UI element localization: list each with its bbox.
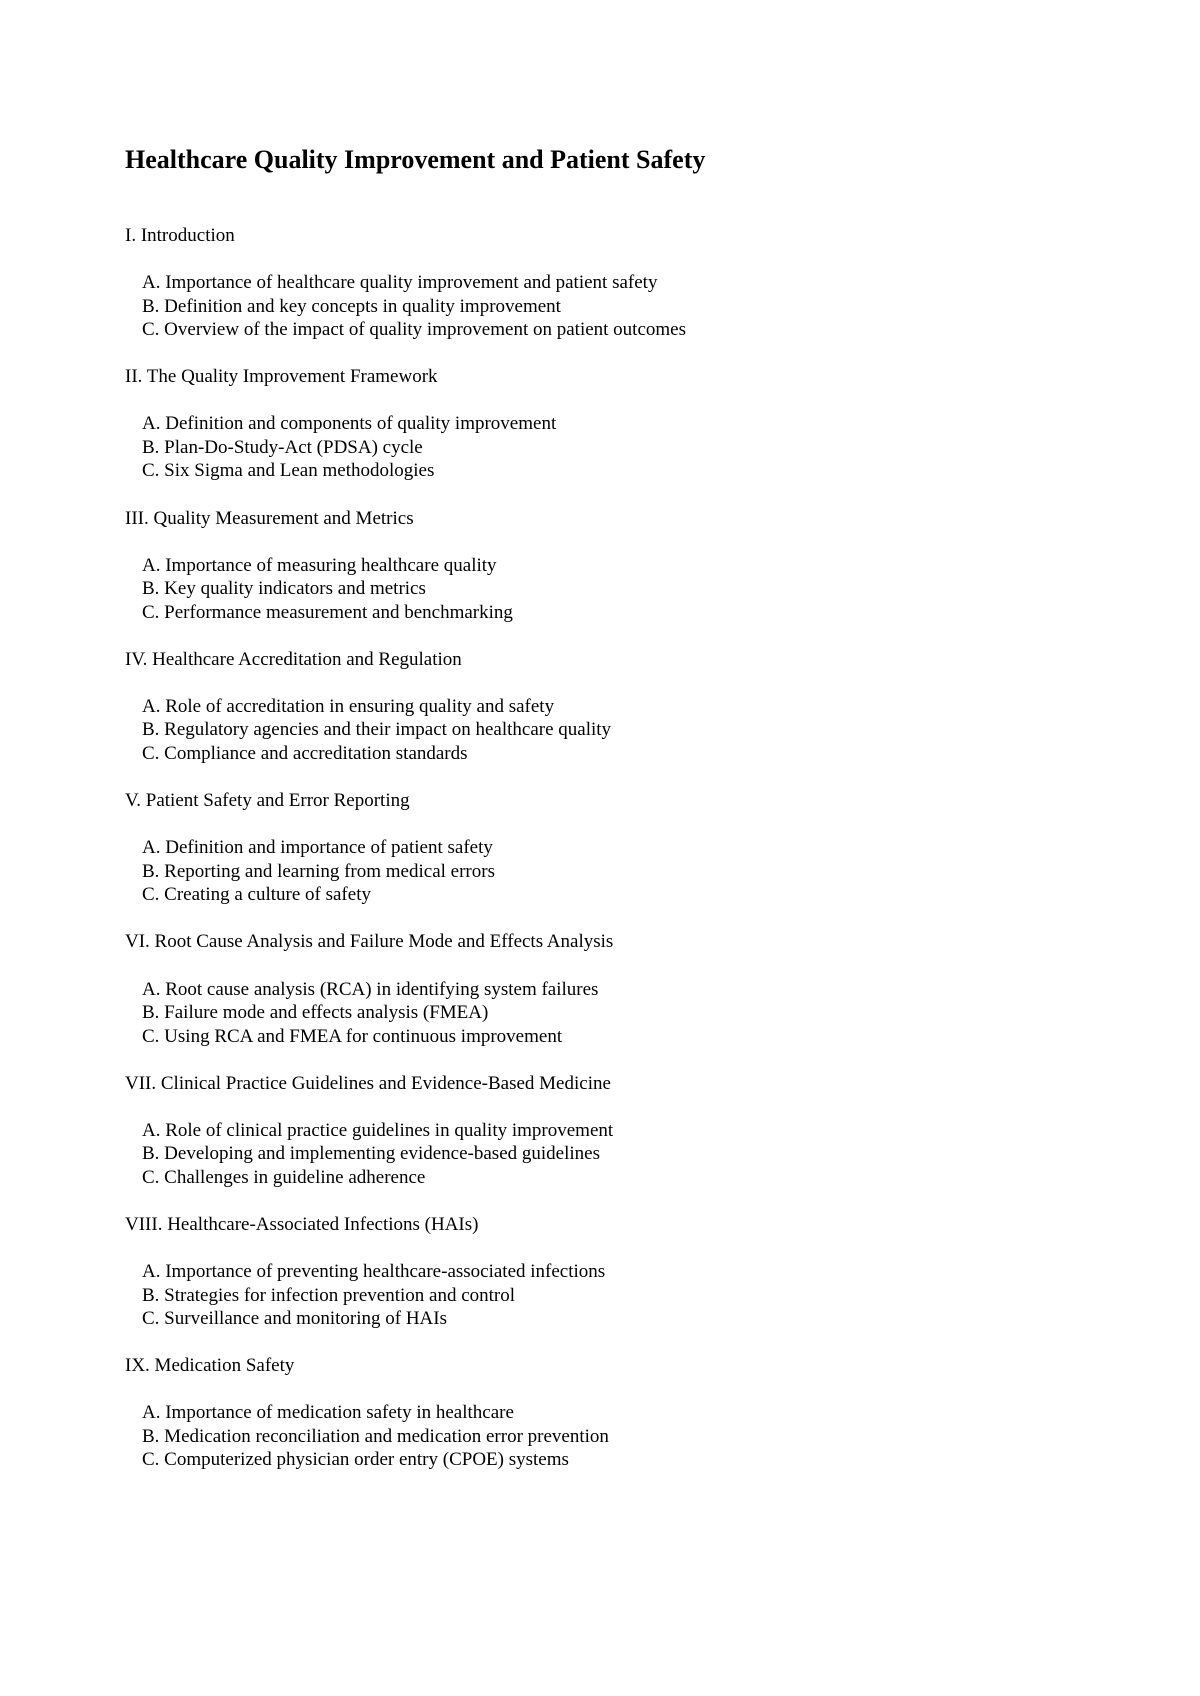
section-subitem: C. Six Sigma and Lean methodologies [142,460,435,482]
section-subitem: C. Computerized physician order entry (CPOE) systems [142,1449,569,1471]
section-subitem: C. Challenges in guideline adherence [142,1166,426,1188]
section-subitem: C. Creating a culture of safety [142,884,371,906]
section-subitem: B. Developing and implementing evidence-based guidelines [142,1143,600,1165]
outline-section [125,1213,686,1331]
section-heading: VI. Root Cause Analysis and Failure Mode and Effects Analysis [125,931,614,953]
section-subitem: A. Importance of preventing healthcare-associated infections [142,1261,606,1283]
document-title: Healthcare Quality Improvement and Patient Safety [125,145,706,174]
section-subitem: B. Key quality indicators and metrics [142,578,426,600]
section-subitem: B. Strategies for infection prevention and control [142,1284,516,1306]
section-subitem: C. Performance measurement and benchmarking [142,601,513,623]
section-subitem: A. Importance of healthcare quality improvement and patient safety [142,272,658,294]
section-subitem: A. Role of accreditation in ensuring quality and safety [142,695,555,717]
section-heading: I. Introduction [125,225,235,246]
section-subitem: C. Compliance and accreditation standards [142,743,468,765]
outline-section [125,365,686,483]
section-heading: V. Patient Safety and Error Reporting [125,790,410,812]
section-subitem: A. Definition and importance of patient safety [142,837,493,859]
section-subitem: A. Root cause analysis (RCA) in identifying system failures [142,978,599,1000]
section-subitem: C. Using RCA and FMEA for continuous improvement [142,1025,563,1047]
outline-section [125,648,686,766]
section-heading: VIII. Healthcare-Associated Infections (HAIs) [125,1213,479,1235]
outline-section [125,930,686,1048]
section-subitem: B. Failure mode and effects analysis (FMEA) [142,1002,489,1024]
section-subitem: B. Reporting and learning from medical errors [142,860,495,882]
section-subitem: A. Definition and components of quality improvement [142,413,557,435]
section-heading: IV. Healthcare Accreditation and Regulation [125,648,462,670]
section-heading: II. The Quality Improvement Framework [125,366,438,388]
outline-section [125,1072,686,1190]
outline-section [125,1354,686,1472]
section-subitem: B. Regulatory agencies and their impact on healthcare quality [142,719,612,741]
section-subitem: C. Surveillance and monitoring of HAIs [142,1308,448,1330]
section-heading: VII. Clinical Practice Guidelines and Evidence-Based Medicine [125,1072,611,1094]
section-subitem: B. Plan-Do-Study-Act (PDSA) cycle [142,436,423,458]
outline-section [125,507,686,625]
section-subitem: C. Overview of the impact of quality improvement on patient outcomes [142,319,687,341]
section-subitem: B. Medication reconciliation and medication error prevention [142,1425,609,1447]
section-subitem: B. Definition and key concepts in quality improvement [142,295,561,317]
section-heading: IX. Medication Safety [125,1355,295,1377]
outline-section [125,224,686,342]
section-subitem: A. Importance of measuring healthcare quality [142,554,497,576]
section-subitem: A. Role of clinical practice guidelines in quality improvement [142,1119,614,1141]
section-heading: III. Quality Measurement and Metrics [125,507,414,529]
outline [125,224,686,1496]
section-subitem: A. Importance of medication safety in healthcare [142,1402,514,1424]
outline-section [125,789,686,907]
